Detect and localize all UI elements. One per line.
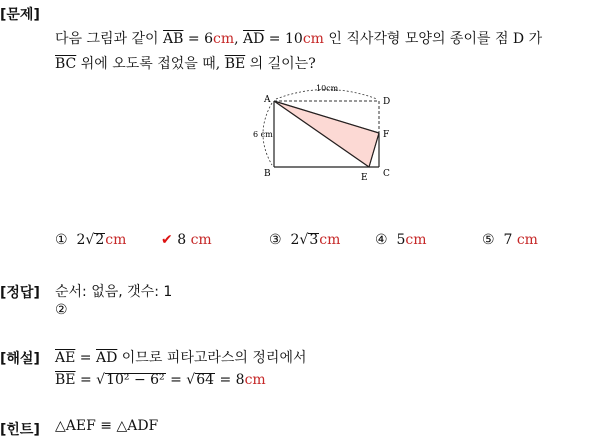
unit-cm: cm xyxy=(516,232,538,248)
explain-text: 이므로 피타고라스의 정리에서 xyxy=(117,350,307,366)
problem-text: = 6 xyxy=(183,31,213,47)
unit-cm: cm xyxy=(244,372,266,388)
unit-cm: cm xyxy=(105,232,127,248)
label-b: B xyxy=(264,169,271,179)
choice-number: ⑤ xyxy=(482,232,495,248)
unit-cm: cm xyxy=(405,232,427,248)
problem-text: , xyxy=(234,31,244,47)
choice-number: ④ xyxy=(375,232,388,248)
equals-sign: = xyxy=(75,350,96,366)
choice-2[interactable] xyxy=(161,232,212,248)
label-left-length: 6 cm xyxy=(253,130,273,139)
segment-bc: $\overline{BC}$ xyxy=(55,56,77,72)
choice-root: 2 xyxy=(95,232,105,248)
sqrt-radicand-1: 10² − 6² xyxy=(106,372,165,388)
label-d: D xyxy=(383,97,391,107)
segment-ad: $\overline{AD}$ xyxy=(243,31,265,47)
choice-value: 2 xyxy=(76,232,86,248)
choice-5[interactable] xyxy=(482,232,538,248)
equals-sqrt: = √ xyxy=(75,372,106,388)
choice-3[interactable]: ③ 2√3cm xyxy=(269,232,341,248)
equals-sqrt: = √ xyxy=(165,372,196,388)
problem-text: 다음 그림과 같이 xyxy=(55,31,164,47)
problem-text: = 10 xyxy=(264,31,303,47)
label-top-length: 10cm xyxy=(316,84,339,93)
problem-text: 위에 오도록 접었을 때, xyxy=(76,56,225,72)
segment-be: $\overline{BE}$ xyxy=(55,372,76,388)
answer-heading: [정답] xyxy=(0,285,40,301)
folded-triangle xyxy=(274,101,379,167)
segment-ae: $\overline{AE}$ xyxy=(55,350,76,366)
label-c: C xyxy=(383,169,390,179)
explain-line-1 xyxy=(55,347,307,367)
segment-be: $\overline{BE}$ xyxy=(224,56,246,72)
unit-cm: cm xyxy=(190,232,212,248)
choice-4[interactable] xyxy=(375,232,427,248)
choice-number: ① xyxy=(55,232,68,248)
folded-rectangle-figure xyxy=(240,80,410,185)
problem-text: 인 직사각형 모양의 종이를 점 D 가 xyxy=(323,31,543,47)
label-f: F xyxy=(383,130,390,140)
problem-heading: [문제] xyxy=(0,7,40,23)
unit-cm: cm xyxy=(302,31,324,47)
problem-text: 의 길이는? xyxy=(245,56,316,72)
answer-line-1: 순서: 없음, 갯수: 1 xyxy=(55,284,173,300)
choice-value: 2 xyxy=(290,232,300,248)
choice-1[interactable]: ① 2√2cm xyxy=(55,232,127,248)
label-e: E xyxy=(361,173,368,183)
choice-value: 7 xyxy=(503,232,513,248)
explain-heading: [해설] xyxy=(0,351,40,367)
answer-line-2: ② xyxy=(55,302,68,318)
choice-value: 8 xyxy=(177,232,187,248)
hint-text: △AEF ≡ △ADF xyxy=(55,418,159,434)
explain-line-2 xyxy=(55,372,266,388)
explain-result: = 8 xyxy=(215,372,245,388)
choice-root: 3 xyxy=(309,232,319,248)
label-a: A xyxy=(264,95,271,105)
segment-ab: $\overline{AB}$ xyxy=(163,31,184,47)
choice-number: ③ xyxy=(269,232,282,248)
sqrt-radicand-2: 64 xyxy=(196,372,215,388)
problem-line-2 xyxy=(55,53,316,73)
problem-line-1 xyxy=(55,28,542,48)
unit-cm: cm xyxy=(319,232,341,248)
segment-ad: $\overline{AD}$ xyxy=(95,350,118,366)
hint-heading: [힌트] xyxy=(0,422,40,438)
check-mark-icon: ✔ xyxy=(161,232,173,248)
unit-cm: cm xyxy=(212,31,235,47)
choice-value: 5 xyxy=(396,232,406,248)
